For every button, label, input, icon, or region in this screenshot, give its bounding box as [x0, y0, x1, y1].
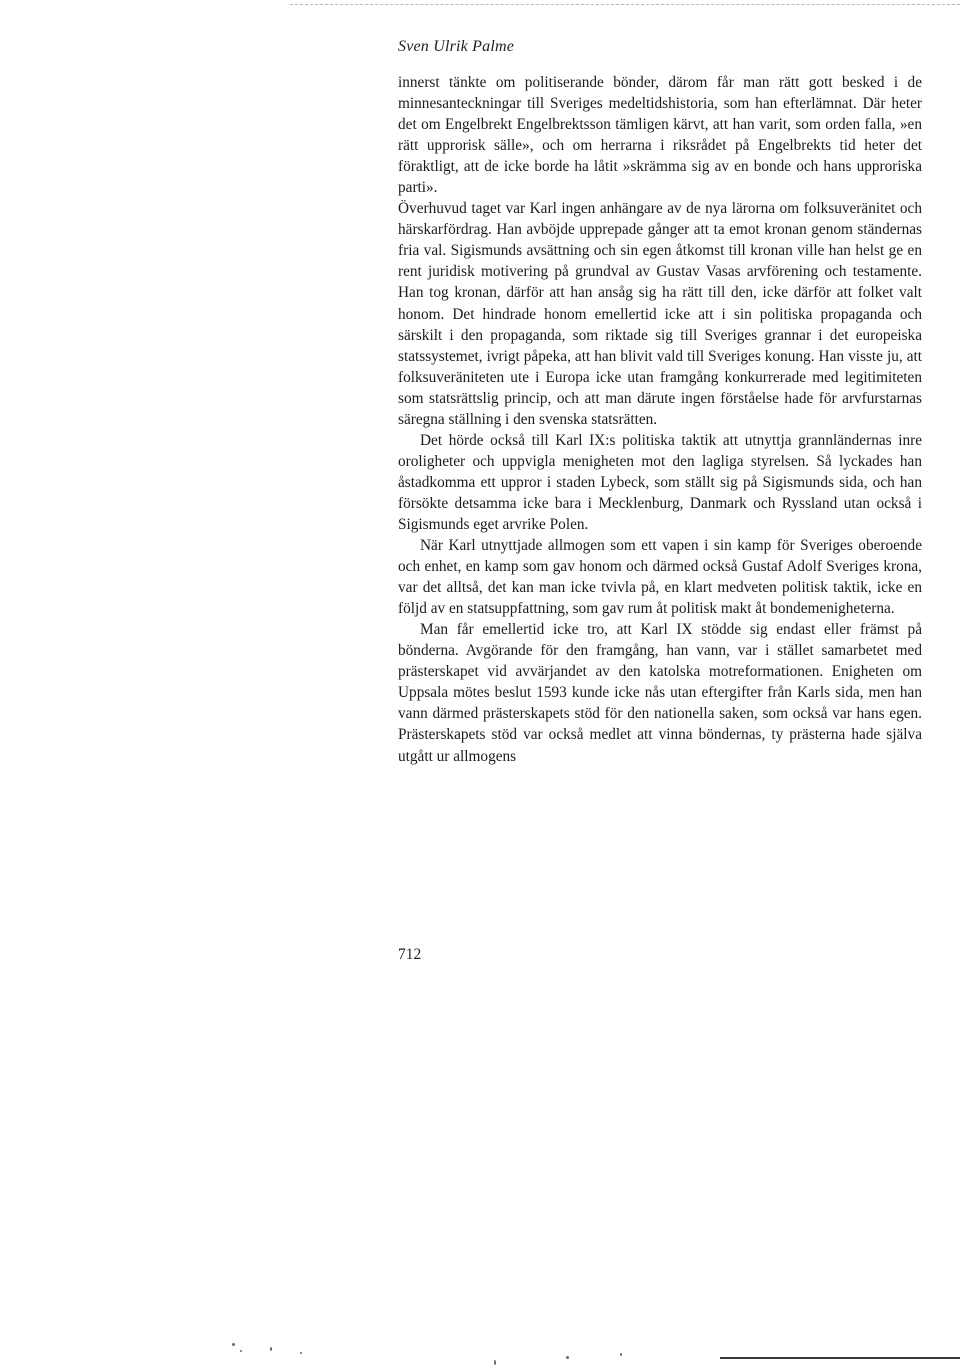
scan-speck: [300, 1352, 302, 1354]
scan-speck: [232, 1343, 235, 1346]
scan-bottom-rule: [720, 1357, 960, 1359]
paragraph-5: Man får emellertid icke tro, att Karl IX stödde sig endast eller främst på bönderna. Avgörande för den framgång, han vann, var i stället samarbetet med prästerskapet vid avvärjandet av den katolska motreformationen. Enigheten om Uppsala mötes beslut 1593 kunde icke nås utan eftergifter från Karls sida, men han vann därmed prästerskapets stöd för den nationella saken, som också var hans egen. Prästerskapets stöd var också medlet att vinna böndernas, ty prästerna hade själva utgått ur allmogens: [398, 621, 922, 765]
paragraph-2: Överhuvud taget var Karl ingen anhängare av de nya lärorna om folksuveränitet och härskarfördrag. Han avböjde upprepade gånger att ta emot kronan genom ständernas fria val. Sigismunds avsättning och sin egen åtkomst till kronan ville han helst ge en rent juridisk motivering på grundval av Gustav Vasas arvförening och testamente. Han tog kronan, därför att han ansåg sig ha rätt till den, icke därför att folket valt honom. Det hindrade honom emellertid icke att i sin politiska propaganda och särskilt i den propaganda, som riktade sig till Sveriges grannar i det europeiska statssystemet, ivrigt påpeka, att han blivit vald till Sveriges konung. Han visste ju, att folksuveräniteten ute i Europa icke utan framgång konkurrerade med legitimiteten som statsrättslig princip, och att man därute ingen förståelse hade för arvfurstarnas säregna ställning i den svenska statsrätten.: [398, 200, 922, 428]
scan-speck: [240, 1350, 242, 1352]
scan-speck: [566, 1356, 569, 1359]
scan-edge-rule: [290, 4, 960, 5]
paragraph-4: När Karl utnyttjade allmogen som ett vapen i sin kamp för Sveriges oberoende och enhet, en kamp som gav honom och därmed också Gustaf Adolf Sveriges krona, var det alltså, det kan man icke tvivla på, en klart medveten politisk taktik, icke en följd av en statsuppfattning, som gav rum åt politisk makt åt bondemenigheterna.: [398, 537, 922, 618]
running-head-author: Sven Ulrik Palme: [398, 38, 515, 55]
scan-speck: [620, 1353, 622, 1356]
body-text: [398, 72, 922, 767]
paragraph-3: Det hörde också till Karl IX:s politiska taktik att utnyttja grannländernas inre oroligheter och uppvigla menigheten mot den lagliga styrelsen. Så lyckades han åstadkomma ett uppror i staden Lybeck, som ställt sig på Sigismunds sida, och han försökte detsamma icke bara i Mecklenburg, Danmark och Ryssland utan också i Sigismunds eget arvrike Polen.: [398, 431, 922, 533]
scan-speck: [494, 1360, 496, 1365]
scan-speck: [270, 1347, 272, 1351]
paragraph-1: innerst tänkte om politiserande bönder, därom får man rätt gott besked i de minnesanteckningar till Sveriges medeltidshistoria, som han efterlämnat. Där heter det om Engelbrekt Engelbrektsson tämligen kärvt, att han varit, som orden falla, »en rätt upprorisk sälle», och om herrarna i riksrådet på Engelbrekts tid heter det föraktligt, att de icke borde ha låtit »skrämma sig av en bonde och hans upproriska parti».: [398, 74, 922, 197]
page-number: 712: [398, 946, 422, 963]
